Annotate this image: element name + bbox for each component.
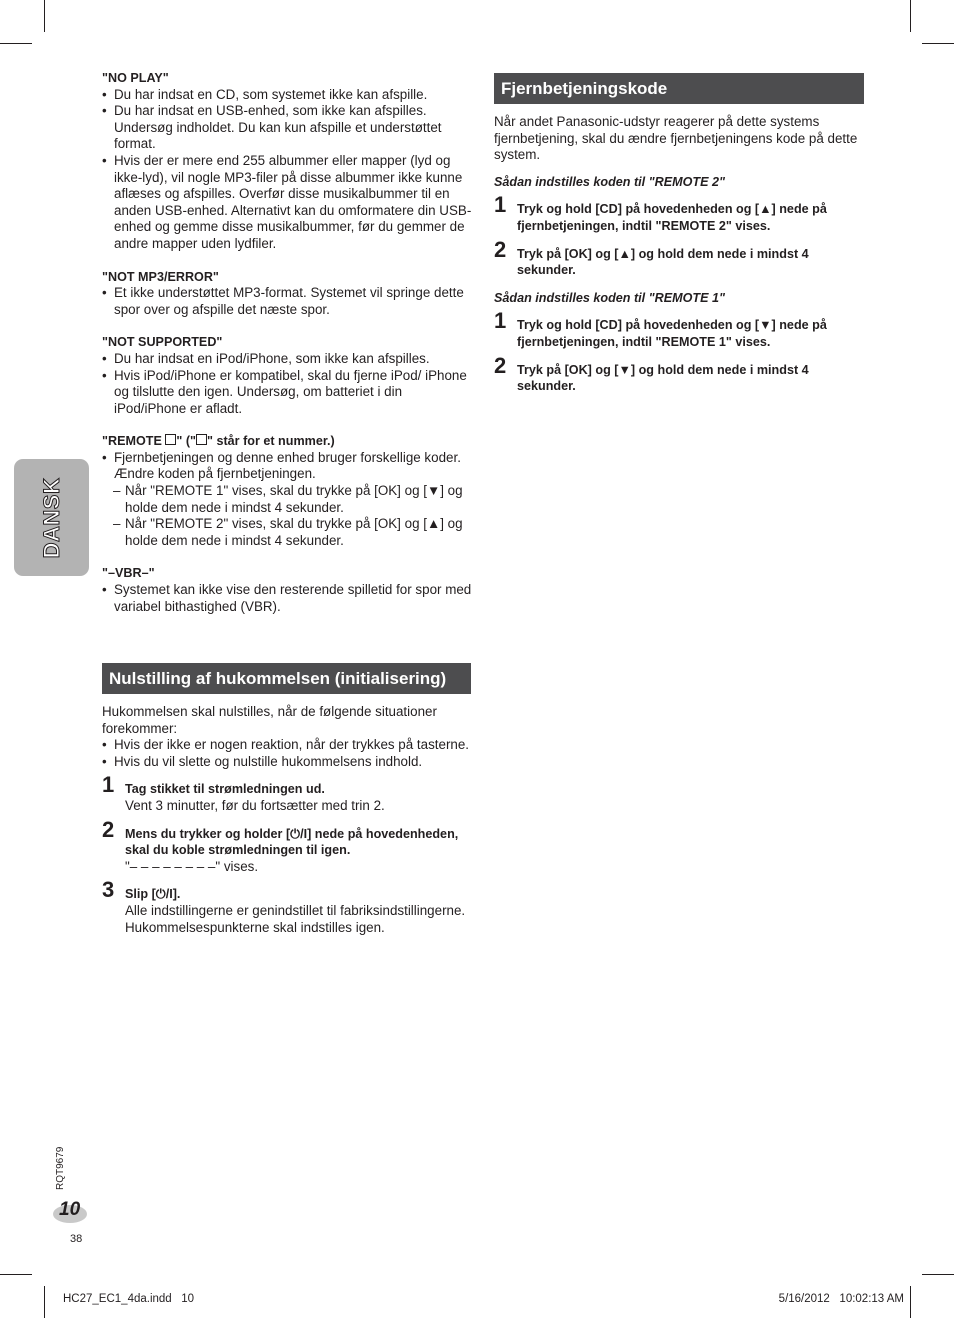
list-item: • Fjernbetjeningen og denne enhed bruger forskellige koder. Ændre koden på fjernbetjeningen. (102, 450, 474, 483)
left-column (102, 70, 474, 615)
step-number: 2 (102, 816, 115, 842)
list-item: • Systemet kan ikke vise den resterende spilletid for spor med variabel bithastighed (VBR). (102, 582, 474, 615)
step-note: Alle indstillingerne er genindstillet til fabriksindstillingerne. (125, 902, 466, 918)
remote-code-title: Fjernbetjeningskode (494, 73, 864, 104)
step-note: "– – – – – – – –" vises. (125, 858, 259, 874)
list-subitem: – Når "REMOTE 1" vises, skal du trykke på [OK] og [▼] og holde dem nede i mindst 4 sekunder. (102, 483, 474, 516)
step-instruction: Tryk på [OK] og [▲] og hold dem nede i mindst 4 sekunder. (517, 246, 809, 278)
reset-section (102, 663, 471, 936)
list-item: • Et ikke understøttet MP3-format. Systemet vil springe dette spor over og afspille det næste spor. (102, 285, 474, 318)
step-number: 1 (494, 308, 507, 334)
step-instruction: Tryk og hold [CD] på hovedenheden og [▲] nede på fjernbetjeningen, indtil "REMOTE 2" vises. (517, 202, 827, 233)
remote1-step-2 (494, 352, 864, 395)
crop-mark (0, 1274, 32, 1275)
step-instruction: Tryk og hold [CD] på hovedenheden og [▼] nede på fjernbetjeningen, indtil "REMOTE 1" vises. (517, 318, 827, 349)
crop-mark (922, 43, 954, 44)
no-play-heading: "NO PLAY" (102, 71, 169, 85)
remote-heading: "REMOTE " (" " står for et nummer.) (102, 434, 335, 449)
step-number: 2 (494, 352, 507, 378)
placeholder-box-icon (165, 434, 176, 445)
step-instruction: Tryk på [OK] og [▼] og hold dem nede i mindst 4 sekunder. (517, 362, 809, 394)
crop-mark (910, 0, 911, 32)
step-number: 1 (102, 772, 115, 798)
crop-mark (44, 1286, 45, 1318)
crop-mark (910, 1286, 911, 1318)
remote2-step-2 (494, 236, 864, 279)
print-timestamp: 5/16/2012 10:02:13 AM (778, 1293, 904, 1305)
step-instruction: Tag stikket til strømledningen ud. (125, 782, 325, 797)
remote1-heading: Sådan indstilles koden til "REMOTE 1" (494, 290, 725, 305)
step-number: 1 (494, 192, 507, 218)
document-code: RQT9679 (55, 1146, 66, 1190)
remote1-step-1 (494, 308, 864, 350)
remote2-heading: Sådan indstilles koden til "REMOTE 2" (494, 174, 725, 189)
remote-code-intro: Når andet Panasonic-udstyr reagerer på dette systems fjernbetjening, skal du ændre fjernbetjeningens kode på dette system. (494, 114, 858, 163)
list-item: • Hvis du vil slette og nulstille hukommelsens indhold. (102, 754, 471, 771)
list-item: • Hvis der ikke er nogen reaktion, når der trykkes på tasterne. (102, 737, 471, 754)
step-number: 3 (102, 877, 115, 903)
list-item: • Hvis iPod/iPhone er kompatibel, skal du fjerne iPod/ iPhone og tilslutte den igen. Undersøg, om batteriet i din iPod/iPhone er afladt. (102, 368, 474, 418)
step-number: 2 (494, 236, 507, 262)
step-instruction: Slip [⏻/I]. (125, 887, 181, 902)
step-note: Vent 3 minutter, før du fortsætter med trin 2. (125, 797, 385, 813)
sheet-number: 38 (70, 1233, 83, 1245)
page-number-badge (52, 1200, 88, 1224)
crop-mark (922, 1274, 954, 1275)
step-instruction: Mens du trykker og holder [⏻/I] nede på hovedenheden, skal du koble strømledningen til igen. (125, 826, 459, 858)
crop-mark (44, 0, 45, 32)
list-item: • Du har indsat en iPod/iPhone, som ikke kan afspilles. (102, 351, 474, 368)
reset-section-title: Nulstilling af hukommelsen (initialisering) (102, 663, 471, 694)
list-item: • Du har indsat en USB-enhed, som ikke kan afspilles. Undersøg indholdet. Du kan kun afspille et understøttet format. (102, 103, 474, 153)
language-tab-label: DANSK (38, 477, 64, 558)
reset-step-3 (102, 877, 471, 936)
right-column (494, 73, 864, 395)
step-note: Hukommelsespunkterne skal indstilles igen. (125, 919, 385, 935)
list-item: • Du har indsat en CD, som systemet ikke kan afspille. (102, 87, 474, 104)
list-item: • Hvis der er mere end 255 albummer eller mapper (lyd og ikke-lyd), vil nogle MP3-filer på disse albummer ikke kunne aflæses og afspilles. Overfør disse musikalbummer til en anden USB-enhed. Alternativt kan du omformatere din USB-enhed og gemme disse musikalbummer, før du gemmer de andre mapper uden lydfiler. (102, 153, 474, 253)
language-tab (14, 459, 89, 576)
reset-intro: Hukommelsen skal nulstilles, når de følgende situationer forekommer: (102, 704, 437, 736)
placeholder-box-icon (196, 434, 207, 445)
vbr-heading: "–VBR–" (102, 566, 155, 581)
not-mp3-heading: "NOT MP3/ERROR" (102, 269, 219, 284)
not-supported-heading: "NOT SUPPORTED" (102, 335, 223, 350)
page-number: 10 (59, 1199, 81, 1220)
file-name: HC27_EC1_4da.indd 10 (63, 1293, 195, 1305)
reset-step-1 (102, 772, 471, 814)
list-subitem: – Når "REMOTE 2" vises, skal du trykke på [OK] og [▲] og holde dem nede i mindst 4 sekunder. (102, 516, 474, 549)
remote2-step-1 (494, 192, 864, 234)
reset-step-2 (102, 816, 471, 876)
crop-mark (0, 43, 32, 44)
